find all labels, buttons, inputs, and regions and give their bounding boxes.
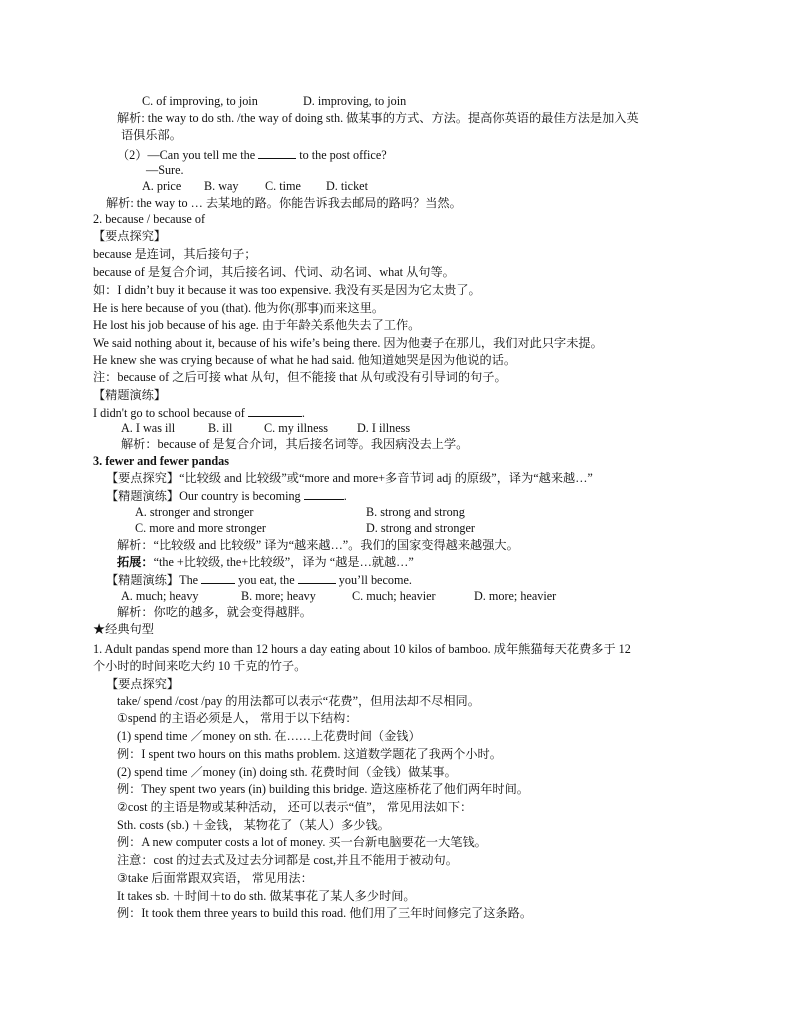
option-c: C. more and more stronger [135, 521, 266, 535]
sentence-line: 1. Adult pandas spend more than 12 hours a day eating about 10 kilos of bamboo. 成年熊猫每天花费多于 12 [93, 642, 631, 656]
section-heading: 3. fewer and fewer pandas [93, 454, 229, 468]
option-b: B. ill [208, 421, 233, 435]
extension-text: “the +比较级, the+比较级”，译为 “越是…就越…” [153, 555, 414, 569]
option-a: A. stronger and stronger [135, 505, 254, 519]
analysis-line: 解析：“比较级 and 比较级” 译为“越来越…”。我们的国家变得越来越强大。 [117, 538, 519, 552]
question-text: I didn't go to school because of [93, 406, 245, 420]
text-line: (2) spend time ／money (in) doing sth. 花费时间（金钱）做某事。 [117, 765, 457, 779]
dialogue-line: —Sure. [146, 163, 184, 177]
text-line: because of 是复合介词，其后接名词、代词、动名词、what 从句等。 [93, 265, 455, 279]
analysis-line: 语俱乐部。 [121, 128, 182, 142]
text-line: It takes sb. ＋时间＋to do sth. 做某事花了某人多少时间。 [117, 889, 416, 903]
question-text: 【精题演练】Our country is becoming [106, 489, 301, 503]
analysis-line: 解析：because of 是复合介词，其后接名词等。我因病没去上学。 [121, 437, 469, 451]
example-line: He lost his job because of his age. 由于年龄关系他失去了工作。 [93, 318, 421, 332]
answer-blank [201, 571, 235, 584]
text-line: ①spend 的主语必须是人， 常用于以下结构： [117, 711, 358, 725]
example-line: 例：They spent two years (in) building this bridge. 造这座桥花了他们两年时间。 [117, 782, 529, 796]
example-line: 例：A new computer costs a lot of money. 买一台新电脑要花一大笔钱。 [117, 835, 487, 849]
answer-blank [248, 404, 302, 417]
option-a: A. much; heavy [121, 589, 199, 603]
example-line: 例：It took them three years to build this road. 他们用了三年时间修完了这条路。 [117, 906, 533, 920]
question-text: （2）—Can you tell me the [117, 148, 256, 162]
text-line: Sth. costs (sb.) ＋金钱， 某物花了（某人）多少钱。 [117, 818, 390, 832]
answer-blank [258, 146, 296, 159]
text-line: ②cost 的主语是物或某种活动， 还可以表示“值”， 常见用法如下： [117, 800, 473, 814]
option-c: C. time [265, 179, 301, 193]
question-text: 【精题演练】The [106, 573, 199, 587]
extension-line [117, 554, 414, 571]
option-d: D. improving, to join [303, 94, 407, 108]
question-line [106, 571, 412, 589]
example-line: 如：I didn’t buy it because it was too expensive. 我没有买是因为它太贵了。 [93, 283, 481, 297]
text-line: (1) spend time ／money on sth. 在……上花费时间（金钱） [117, 729, 421, 743]
text-line: 【要点探究】“比较级 and 比较级”或“more and more+多音节词 adj 的原级”，译为“越来越…” [106, 471, 593, 485]
question-text: you eat, the [238, 573, 295, 587]
example-line: 例：I spent two hours on this maths problem. 这道数学题花了我两个小时。 [117, 747, 502, 761]
analysis-line: 解析: the way to … 去某地的路。你能告诉我去邮局的路吗？当然。 [106, 196, 462, 210]
section-heading: 2. because / because of [93, 212, 206, 226]
option-a: A. price [142, 179, 182, 193]
option-a: A. I was ill [121, 421, 176, 435]
subheading: 【要点探究】 [106, 677, 180, 691]
text-line: take/ spend /cost /pay 的用法都可以表示“花费”，但用法却不尽相同。 [117, 694, 480, 708]
answer-blank [304, 487, 344, 500]
extension-label: 拓展： [117, 555, 154, 569]
sentence-line: 个小时的时间来吃大约 10 千克的竹子。 [93, 659, 307, 673]
example-line: He knew she was crying because of what he had said. 他知道她哭是因为他说的话。 [93, 353, 517, 367]
option-d: D. strong and stronger [366, 521, 475, 535]
option-d: D. ticket [326, 179, 368, 193]
analysis-line: 解析: the way to do sth. /the way of doing sth. 做某事的方式、方法。提高你英语的最佳方法是加入英 [117, 111, 639, 125]
text-line: ③take 后面常跟双宾语， 常见用法： [117, 871, 313, 885]
question-text: . [343, 489, 347, 503]
option-d: D. more; heavier [474, 589, 557, 603]
question-text: you’ll become. [338, 573, 412, 587]
question-text: . [301, 406, 305, 420]
example-line: We said nothing about it, because of his wife’s being there. 因为他妻子在那儿，我们对此只字未提。 [93, 336, 603, 350]
analysis-line: 解析：你吃的越多，就会变得越胖。 [117, 605, 312, 619]
question-line [106, 487, 347, 505]
note-line: 注意：cost 的过去式及过去分词都是 cost,并且不能用于被动句。 [117, 853, 458, 867]
example-line: He is here because of you (that). 他为你(那事)而来这里。 [93, 301, 385, 315]
subheading: 【精题演练】 [93, 388, 167, 402]
text-line: because 是连词，其后接句子； [93, 247, 257, 261]
option-d: D. I illness [357, 421, 411, 435]
option-b: B. way [204, 179, 239, 193]
option-c: C. my illness [264, 421, 328, 435]
answer-blank [298, 571, 336, 584]
option-b: B. more; heavy [241, 589, 316, 603]
option-c: C. much; heavier [352, 589, 436, 603]
subheading: 【要点探究】 [93, 229, 167, 243]
question-text: to the post office? [299, 148, 387, 162]
note-line: 注：because of 之后可接 what 从句，但不能接 that 从句或没有引导词的句子。 [93, 370, 507, 384]
section-heading: ★经典句型 [93, 622, 154, 636]
option-b: B. strong and strong [366, 505, 465, 519]
option-c: C. of improving, to join [142, 94, 258, 108]
